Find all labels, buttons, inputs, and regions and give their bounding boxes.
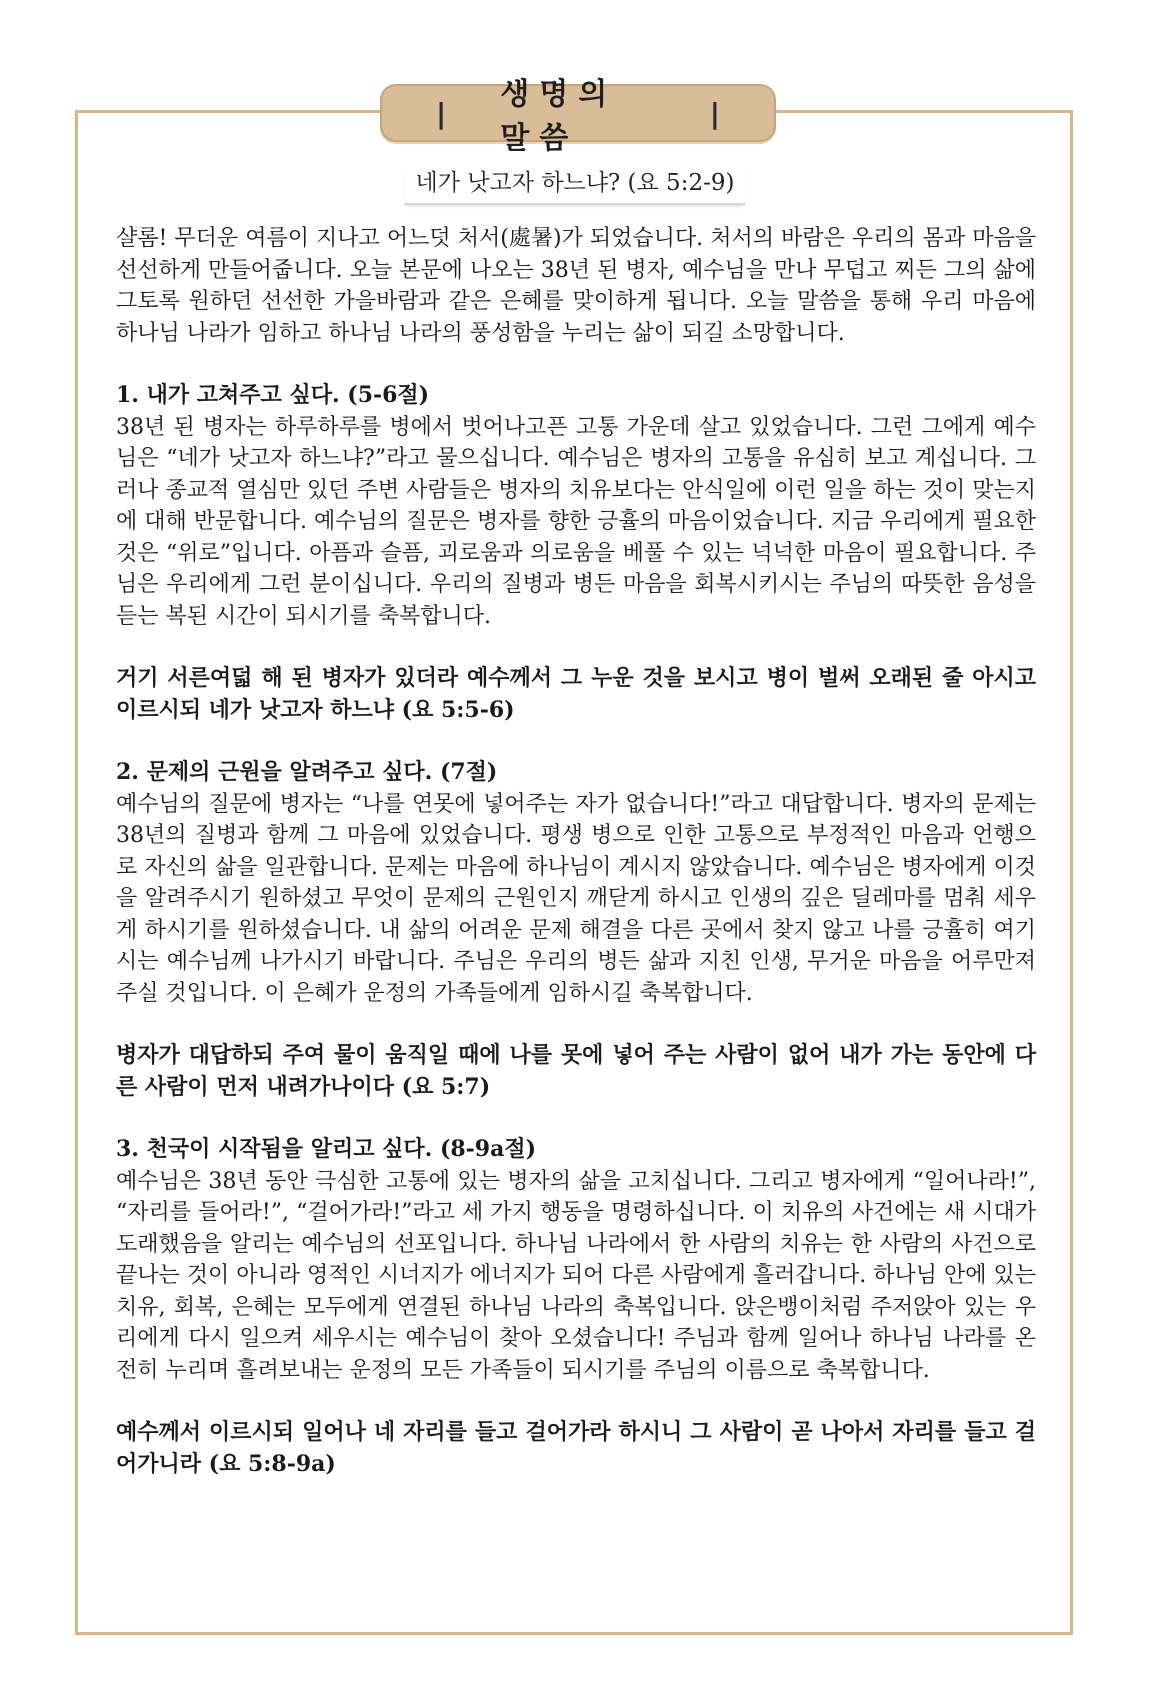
subtitle-wrap: [0, 164, 1150, 205]
section-body-1: 38년 된 병자는 하루하루를 병에서 벗어나고픈 고통 가운데 살고 있었습니다. 그런 그에게 예수님은 “네가 낫고자 하느냐?”라고 물으십니다. 예수님은 병자의 고통을 유심히 보고 계십니다. 그러나 종교적 열심만 있던 주변 사람들은 병자의 치유보다는 안식일에 이런 일을 하는 것이 맞는지에 대해 반문합니다. 예수님의 질문은 병자를 향한 긍휼의 마음이었습니다. 지금 우리에게 필요한 것은 “위로”입니다. 아픔과 슬픔, 괴로움과 의로움을 베풀 수 있는 넉넉한 마음이 필요합니다. 주님은 우리에게 그런 분이십니다. 우리의 질병과 병든 마음을 회복시키시는 주님의 따뜻한 음성을 듣는 복된 시간이 되시기를 축복합니다.: [116, 414, 1036, 629]
intro-paragraph: 샬롬! 무더운 여름이 지나고 어느덧 처서(處暑)가 되었습니다. 처서의 바람은 우리의 몸과 마음을 선선하게 만들어줍니다. 오늘 본문에 나오는 38년 된 병자, 예수님을 만나 무덥고 찌든 그의 삶에 그토록 원하던 선선한 가을바람과 같은 은혜를 맞이하게 됩니다. 오늘 말씀을 통해 우리 마음에 하나님 나라가 임하고 하나님 나라의 풍성함을 누리는 삶이 되길 소망합니다.: [116, 226, 1036, 346]
section-heading-1: 1. 내가 고쳐주고 싶다. (5-6절): [116, 382, 430, 408]
page-title: 생명의 말씀: [500, 77, 618, 156]
section-body-3: 예수님은 38년 동안 극심한 고통에 있는 병자의 삶을 고치십니다. 그리고 병자에게 “일어나라!”, “자리를 들어라!”, “걸어가라!”라고 세 가지 행동을 명령하십니다. 이 치유의 사건에는 새 시대가 도래했음을 알리는 예수님의 선포입니다. 하나님 나라에서 한 사람의 치유는 한 사람의 사건으로 끝나는 것이 아니라 영적인 시너지가 에너지가 되어 다른 사람에게 흘러갑니다. 하나님 안에 있는 치유, 회복, 은혜는 모두에게 연결된 하나님 나라의 축복입니다. 앉은뱅이처럼 주저앉아 있는 우리에게 다시 일으켜 세우시는 예수님이 찾아 오셨습니다! 주님과 함께 일어나 하나님 나라를 온전히 누리며 흘려보내는 운정의 모든 가족들이 되시기를 주님의 이름으로 축복합니다.: [116, 1168, 1036, 1383]
scripture-quote-2: 병자가 대답하되 주여 물이 움직일 때에 나를 못에 넣어 주는 사람이 없어 내가 가는 동안에 다른 사람이 먼저 내려가나이다 (요 5:7): [116, 1042, 1036, 1100]
header-bar-right: |: [709, 96, 720, 130]
header-bar-left: |: [436, 96, 447, 130]
scripture-quote-1: 거기 서른여덟 해 된 병자가 있더라 예수께서 그 누운 것을 보시고 병이 벌써 오래된 줄 아시고 이르시되 네가 낫고자 하느냐 (요 5:5-6): [116, 665, 1036, 723]
scripture-quote-3: 예수께서 이르시되 일어나 네 자리를 들고 걸어가라 하시니 그 사람이 곧 나아서 자리를 들고 걸어가니라 (요 5:8-9a): [116, 1419, 1036, 1477]
section-heading-3: 3. 천국이 시작됨을 알리고 싶다. (8-9a절): [116, 1136, 537, 1162]
section-heading-2: 2. 문제의 근원을 알려주고 싶다. (7절): [116, 759, 498, 785]
header-tab: [380, 77, 776, 156]
sermon-subtitle: 네가 낫고자 하느냐? (요 5:2-9): [404, 164, 747, 205]
sermon-content: [116, 223, 1036, 1480]
section-body-2: 예수님의 질문에 병자는 “나를 연못에 넣어주는 자가 없습니다!”라고 대답합니다. 병자의 문제는 38년의 질병과 함께 그 마음에 있었습니다. 평생 병으로 인한 고통으로 부정적인 마음과 언행으로 자신의 삶을 일관합니다. 문제는 마음에 하나님이 계시지 않았습니다. 예수님은 병자에게 이것을 알려주시기 원하셨고 무엇이 문제의 근원인지 깨닫게 하시고 인생의 깊은 딜레마를 멈춰 세우게 하시기를 원하셨습니다. 내 삶의 어려운 문제 해결을 다른 곳에서 찾지 않고 나를 긍휼히 여기시는 예수님께 나가시기 바랍니다. 주님은 우리의 병든 삶과 지친 인생, 무거운 마음을 어루만져 주실 것입니다. 이 은혜가 운정의 가족들에게 임하시길 축복합니다.: [116, 791, 1036, 1006]
